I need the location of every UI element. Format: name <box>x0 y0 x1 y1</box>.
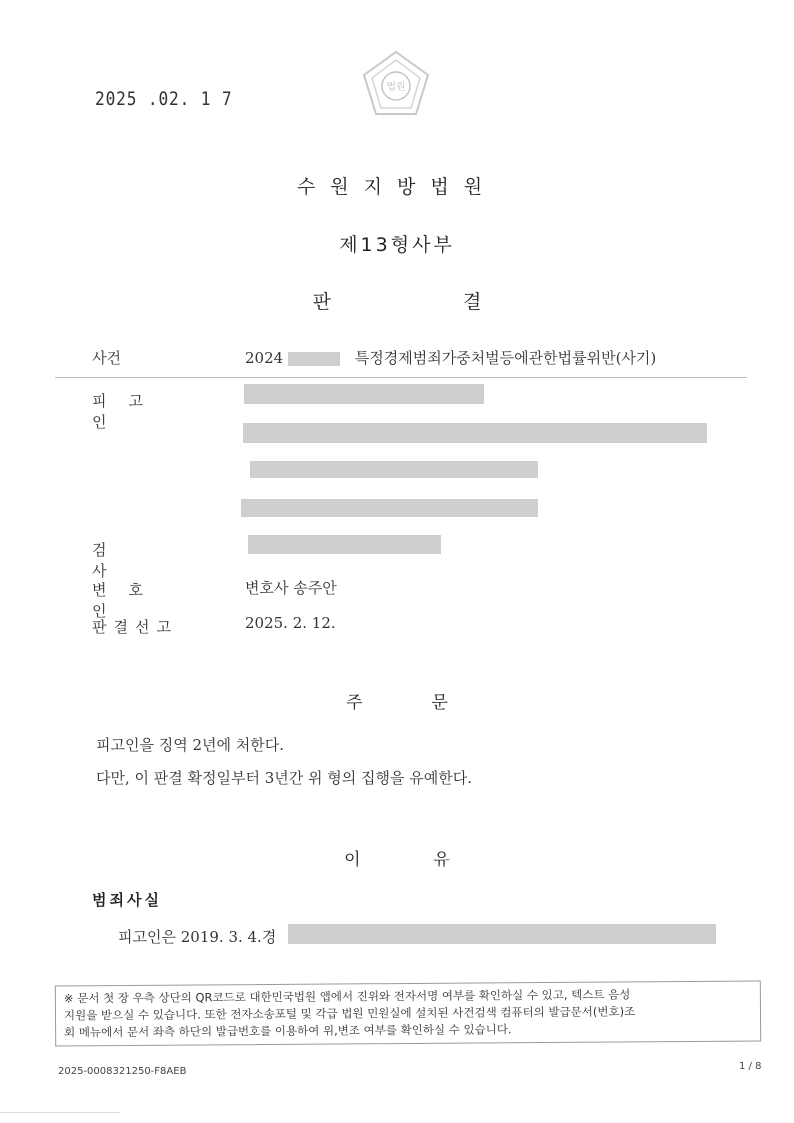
notice-line-3: 회 메뉴에서 문서 좌측 하단의 발급번호를 이용하여 위,변조 여부를 확인하실 수 있습니다. <box>64 1022 512 1040</box>
sentencing-date: 2025. 2. 12. <box>245 614 336 632</box>
reason-title <box>0 845 794 870</box>
notice-line-2: 지원을 받으실 수 있습니다. 또한 전자소송포털 및 각급 법원 민원실에 설치된 사건검색 컴퓨터의 발급문서(번호)조 <box>63 1004 636 1023</box>
doc-type-right: 결 <box>463 291 482 313</box>
reason-title-right: 유 <box>433 850 450 870</box>
verification-notice <box>55 981 761 1047</box>
order-line-2: 다만, 이 판결 확정일부터 3년간 위 형의 집행을 유예한다. <box>96 769 473 787</box>
defendant-redaction-4 <box>241 499 538 517</box>
sentencing-label <box>92 616 192 637</box>
bottom-divider <box>0 1112 120 1113</box>
prosecutor-label-text: 검사 <box>92 541 169 580</box>
seal-text: 법원 <box>386 82 406 93</box>
defendant-label-text: 피고인 <box>92 392 165 431</box>
defendant-redaction-1 <box>244 384 484 404</box>
doc-type-left: 판 <box>312 291 331 313</box>
title-divider <box>55 377 747 378</box>
stamp-date: 2025 .02. 1 7 <box>95 88 233 110</box>
case-number-prefix: 2024 <box>245 349 284 367</box>
notice-line-1: ※ 문서 첫 장 우측 상단의 QR코드로 대한민국법원 앱에서 진위와 전자서명 여부를 확인하실 수 있고, 텍스트 음성 <box>63 987 631 1006</box>
defendant-redaction-3 <box>250 461 538 478</box>
order-title-left: 주 <box>346 693 363 713</box>
defendant-redaction-2 <box>243 423 707 443</box>
crime-facts-redaction <box>288 924 716 944</box>
prosecutor-redaction <box>248 535 441 554</box>
document-type <box>0 287 794 314</box>
sentencing-label-text: 판결선고 <box>92 618 178 636</box>
prosecutor-label <box>92 539 192 581</box>
order-line-1: 피고인을 징역 2년에 처한다. <box>96 736 285 754</box>
case-number-redaction <box>288 352 340 366</box>
case-label-text: 사건 <box>92 349 121 367</box>
counsel-label-text: 변호인 <box>92 581 165 620</box>
case-label <box>92 347 172 368</box>
order-title-right: 문 <box>431 693 448 713</box>
counsel-value: 변호사 송주안 <box>245 579 337 597</box>
crime-facts-first-line: 피고인은 2019. 3. 4.경 <box>118 928 277 946</box>
case-charge: 특정경제범죄가중처벌등에관한법률위반(사기) <box>354 349 657 367</box>
crime-facts-heading: 범죄사실 <box>92 891 162 909</box>
case-number <box>245 347 656 368</box>
order-title <box>0 688 794 713</box>
page-indicator: 1 / 8 <box>739 1061 762 1072</box>
document-number: 2025-0008321250-F8AEB <box>58 1066 187 1077</box>
defendant-label <box>92 390 178 432</box>
court-seal-icon <box>358 48 434 124</box>
division-name: 제13형사부 <box>339 234 455 256</box>
reason-title-left: 이 <box>344 850 361 870</box>
counsel-label <box>92 579 192 621</box>
court-name: 수원지방법원 <box>296 176 498 198</box>
